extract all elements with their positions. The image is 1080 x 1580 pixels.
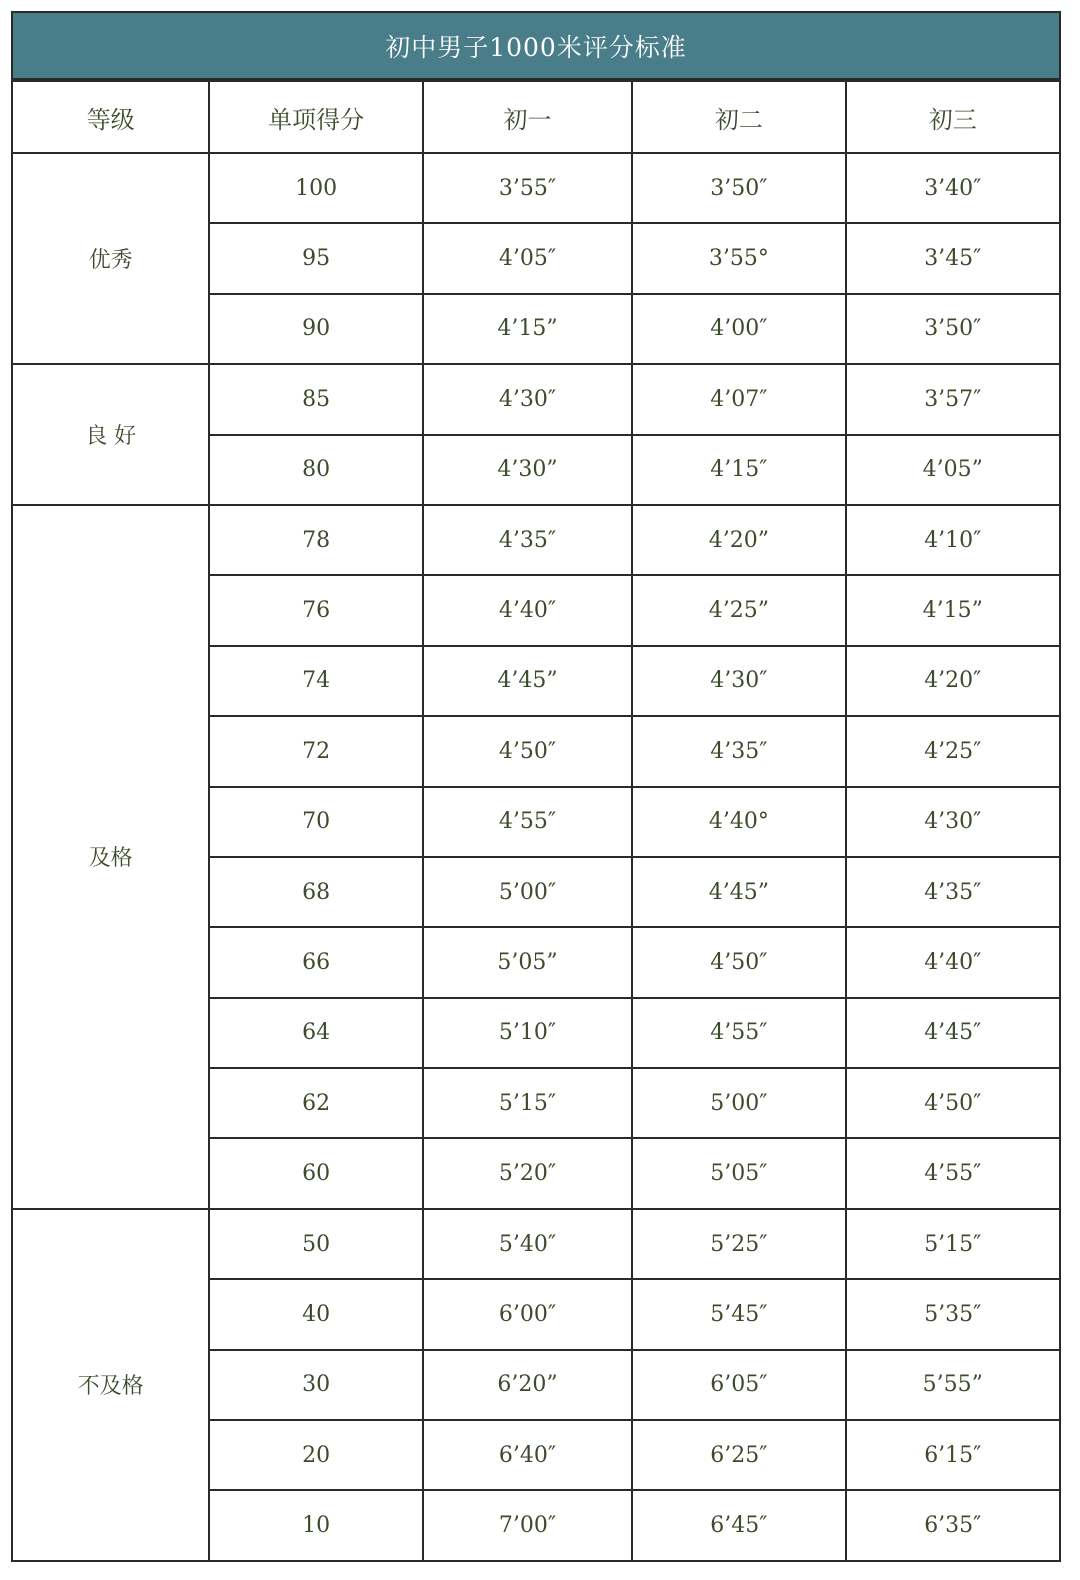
grade-2-time-cell: 5’05″ (632, 1138, 845, 1208)
score-cell: 64 (209, 998, 422, 1068)
table-row (12, 505, 1060, 575)
grade-1-time-cell: 6’20” (423, 1350, 632, 1420)
score-cell: 40 (209, 1279, 422, 1349)
grade-2-time-cell: 4’07″ (632, 364, 845, 434)
score-cell: 80 (209, 435, 422, 505)
grade-1-time-cell: 7’00″ (423, 1490, 632, 1560)
score-cell: 60 (209, 1138, 422, 1208)
grade-1-time-cell: 4’55″ (423, 787, 632, 857)
score-rows (12, 153, 1060, 1561)
grade-1-time-cell: 4’30” (423, 435, 632, 505)
grade-1-time-cell: 6’00″ (423, 1279, 632, 1349)
grade-2-time-cell: 3’50″ (632, 153, 845, 223)
grade-3-time-cell: 4’10″ (846, 505, 1060, 575)
grade-1-time-cell: 5’15″ (423, 1068, 632, 1138)
grade-level-cell: 良 好 (12, 364, 209, 505)
table-title: 初中男子1000米评分标准 (11, 11, 1061, 80)
grade-3-time-cell: 6’35″ (846, 1490, 1060, 1560)
score-standard-table (11, 11, 1061, 1557)
grade-2-time-cell: 6’25″ (632, 1420, 845, 1490)
grade-2-time-cell: 5’45″ (632, 1279, 845, 1349)
grade-level-cell: 及格 (12, 505, 209, 1209)
grade-3-time-cell: 4’35″ (846, 857, 1060, 927)
grade-1-time-cell: 5’20″ (423, 1138, 632, 1208)
score-cell: 95 (209, 223, 422, 293)
grade-1-time-cell: 5’00″ (423, 857, 632, 927)
grade-2-time-cell: 5’00″ (632, 1068, 845, 1138)
grade-1-time-cell: 4’40″ (423, 575, 632, 645)
grade-1-time-cell: 6’40″ (423, 1420, 632, 1490)
grade-2-time-cell: 3’55° (632, 223, 845, 293)
grade-3-time-cell: 5’15″ (846, 1209, 1060, 1279)
grade-1-time-cell: 4’50″ (423, 716, 632, 786)
score-cell: 74 (209, 646, 422, 716)
grade-2-time-cell: 4’15″ (632, 435, 845, 505)
header-row (12, 81, 1060, 153)
grade-1-time-cell: 5’05” (423, 927, 632, 997)
grade-3-time-cell: 5’55” (846, 1350, 1060, 1420)
grade-2-time-cell: 4’55″ (632, 998, 845, 1068)
grade-1-time-cell: 4’35″ (423, 505, 632, 575)
grade-1-time-cell: 4’15” (423, 294, 632, 364)
grade-2-time-cell: 5’25″ (632, 1209, 845, 1279)
table-row (12, 153, 1060, 223)
score-cell: 10 (209, 1490, 422, 1560)
grade-2-time-cell: 6’45″ (632, 1490, 845, 1560)
grade-level-cell: 优秀 (12, 153, 209, 364)
grade-1-time-cell: 4’45” (423, 646, 632, 716)
score-cell: 78 (209, 505, 422, 575)
grade-1-time-cell: 3’55″ (423, 153, 632, 223)
grade-3-time-cell: 4’40″ (846, 927, 1060, 997)
score-cell: 100 (209, 153, 422, 223)
score-cell: 70 (209, 787, 422, 857)
grade-1-time-cell: 4’30″ (423, 364, 632, 434)
grade-2-time-cell: 4’35″ (632, 716, 845, 786)
grade-2-time-cell: 4’00″ (632, 294, 845, 364)
grade-3-time-cell: 4’50″ (846, 1068, 1060, 1138)
grade-3-time-cell: 6’15″ (846, 1420, 1060, 1490)
grade-3-time-cell: 4’15” (846, 575, 1060, 645)
score-cell: 62 (209, 1068, 422, 1138)
grade-3-time-cell: 3’40″ (846, 153, 1060, 223)
header-score: 单项得分 (209, 81, 422, 153)
header-grade-3: 初三 (846, 81, 1060, 153)
grade-2-time-cell: 4’45” (632, 857, 845, 927)
header-grade-1: 初一 (423, 81, 632, 153)
score-grid (11, 80, 1061, 1562)
header-grade-2: 初二 (632, 81, 845, 153)
grade-level-cell: 不及格 (12, 1209, 209, 1561)
grade-2-time-cell: 4’30″ (632, 646, 845, 716)
score-cell: 66 (209, 927, 422, 997)
grade-3-time-cell: 4’55″ (846, 1138, 1060, 1208)
grade-3-time-cell: 4’20″ (846, 646, 1060, 716)
header-grade: 等级 (12, 81, 209, 153)
score-cell: 68 (209, 857, 422, 927)
score-cell: 72 (209, 716, 422, 786)
score-cell: 50 (209, 1209, 422, 1279)
grade-2-time-cell: 4’40° (632, 787, 845, 857)
grade-3-time-cell: 4’45″ (846, 998, 1060, 1068)
grade-2-time-cell: 4’25” (632, 575, 845, 645)
grade-2-time-cell: 4’50″ (632, 927, 845, 997)
table-row (12, 1209, 1060, 1279)
grade-3-time-cell: 4’25″ (846, 716, 1060, 786)
score-cell: 85 (209, 364, 422, 434)
score-cell: 90 (209, 294, 422, 364)
grade-3-time-cell: 5’35″ (846, 1279, 1060, 1349)
grade-1-time-cell: 5’40″ (423, 1209, 632, 1279)
grade-3-time-cell: 4’05” (846, 435, 1060, 505)
grade-1-time-cell: 4’05″ (423, 223, 632, 293)
grade-2-time-cell: 4’20” (632, 505, 845, 575)
score-cell: 20 (209, 1420, 422, 1490)
table-row (12, 364, 1060, 434)
grade-3-time-cell: 3’57″ (846, 364, 1060, 434)
grade-2-time-cell: 6’05″ (632, 1350, 845, 1420)
grade-3-time-cell: 3’50″ (846, 294, 1060, 364)
score-cell: 76 (209, 575, 422, 645)
grade-3-time-cell: 3’45″ (846, 223, 1060, 293)
score-cell: 30 (209, 1350, 422, 1420)
grade-3-time-cell: 4’30″ (846, 787, 1060, 857)
grade-1-time-cell: 5’10″ (423, 998, 632, 1068)
